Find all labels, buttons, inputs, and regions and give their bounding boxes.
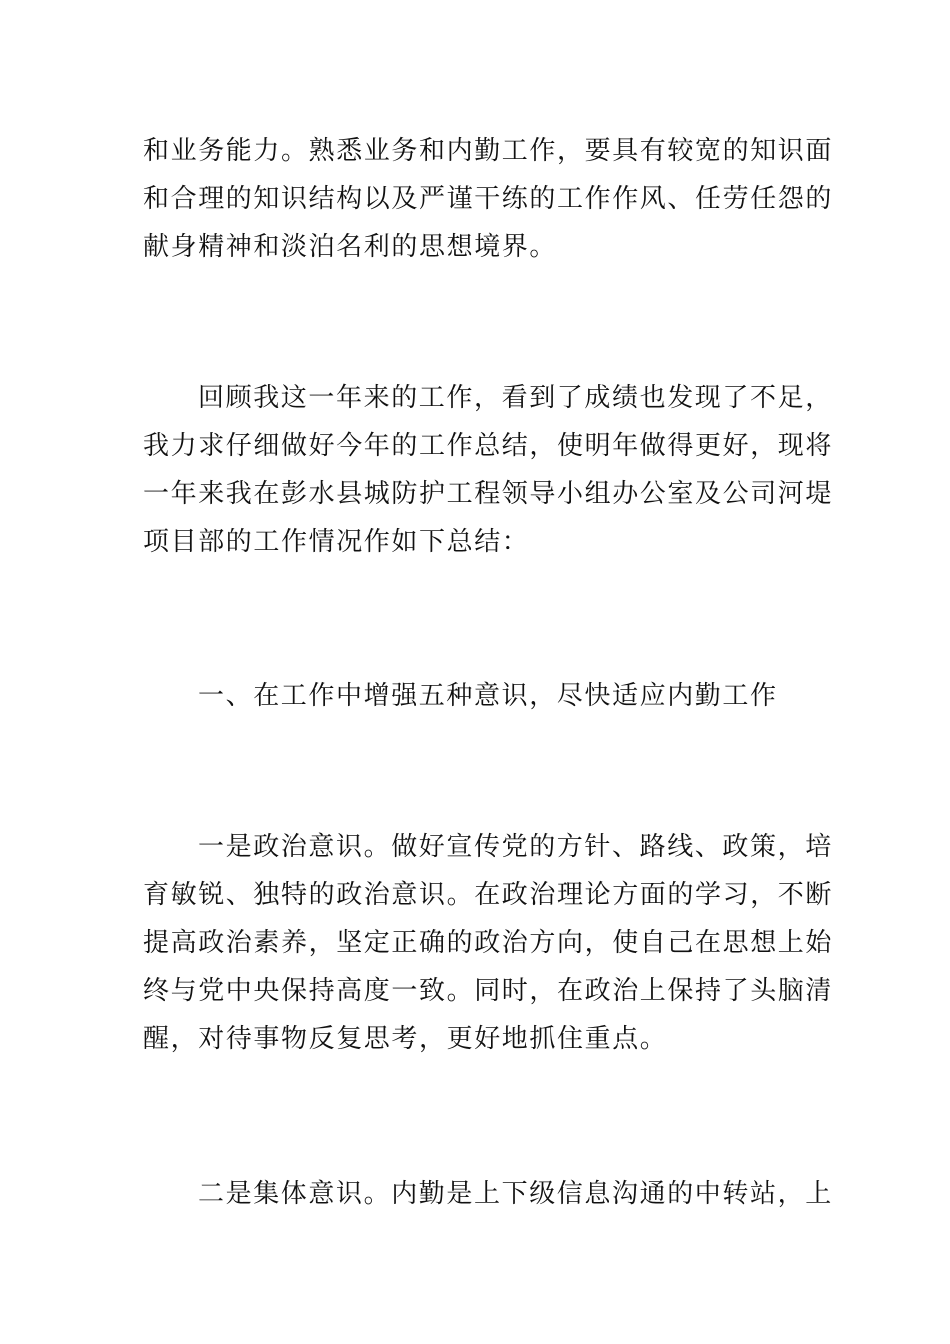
section-heading: [143, 672, 813, 720]
text-line: 育敏锐、独特的政治意识。在政治理论方面的学习，不断: [143, 880, 834, 910]
text-line: 和合理的知识结构以及严谨干练的工作作风、任劳任怨的: [143, 184, 834, 214]
paragraph-2: [143, 374, 834, 566]
paragraph-collective-awareness: [143, 1170, 833, 1218]
text-line: 项目部的工作情况作如下总结：: [143, 527, 530, 557]
paragraph-political-awareness: [143, 823, 834, 1063]
text-line: 献身精神和淡泊名利的思想境界。: [143, 232, 558, 262]
paragraph-1: [143, 127, 834, 271]
text-line: 醒，对待事物反复思考，更好地抓住重点。: [143, 1024, 668, 1054]
text-line: 一年来我在彭水县城防护工程领导小组办公室及公司河堤: [143, 479, 834, 509]
text-line: 一是政治意识。做好宣传党的方针、路线、政策，培: [198, 832, 833, 862]
text-line: 终与党中央保持高度一致。同时，在政治上保持了头脑清: [143, 976, 834, 1006]
text-line: 我力求仔细做好今年的工作总结，使明年做得更好，现将: [143, 431, 834, 461]
heading-text: 一、在工作中增强五种意识，尽快适应内勤工作: [198, 681, 778, 711]
text-line: 提高政治素养，坚定正确的政治方向，使自己在思想上始: [143, 928, 834, 958]
text-line: 二是集体意识。内勤是上下级信息沟通的中转站，上: [198, 1179, 833, 1209]
text-line: 和业务能力。熟悉业务和内勤工作，要具有较宽的知识面: [143, 136, 834, 166]
text-line: 回顾我这一年来的工作，看到了成绩也发现了不足，: [198, 383, 833, 413]
